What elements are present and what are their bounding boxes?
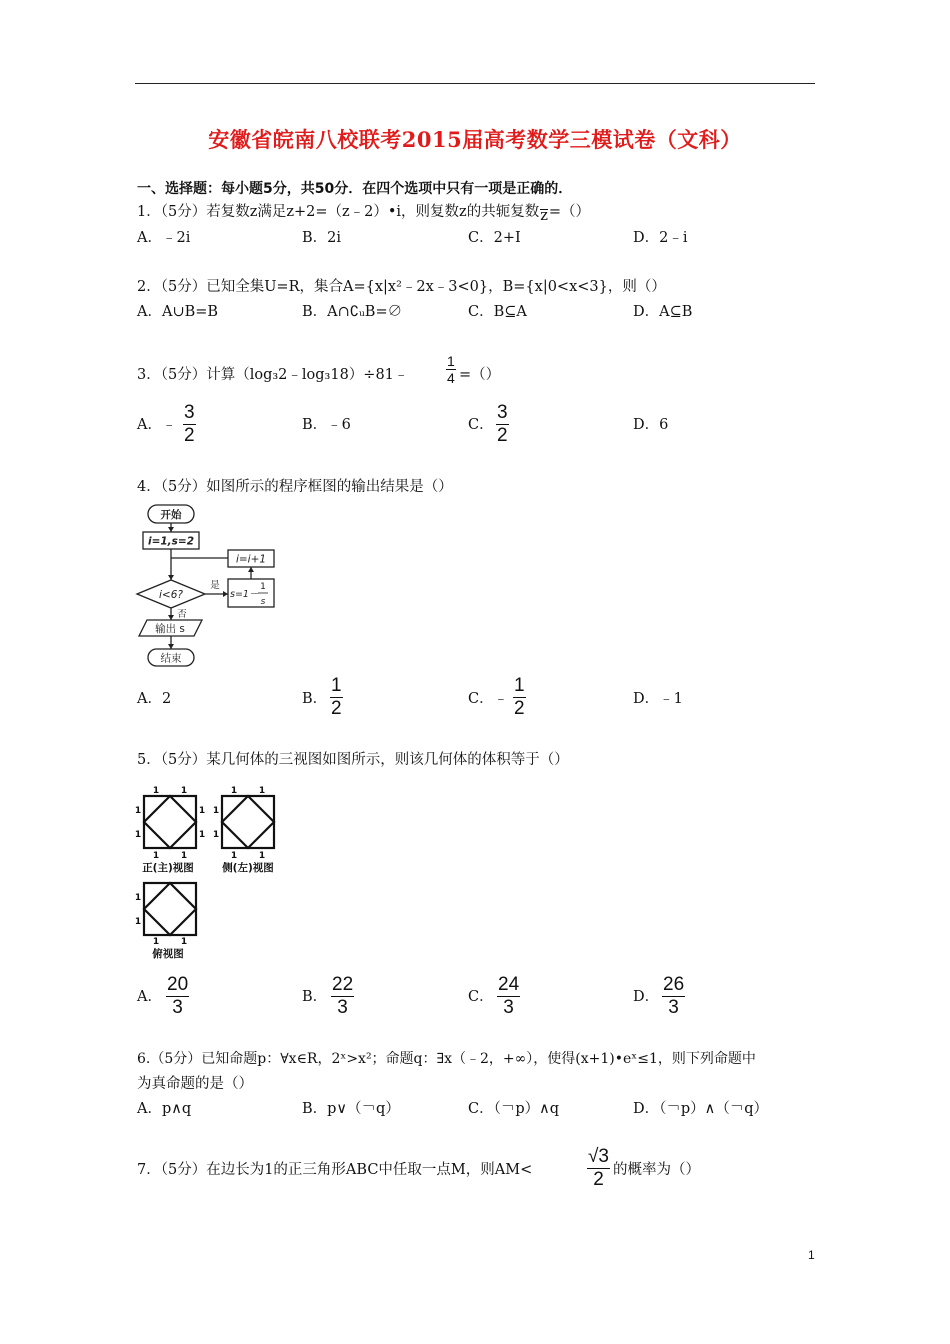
q3-option-d[interactable]: D．6 — [633, 417, 669, 433]
front-view-caption: 正(主)视图 — [142, 862, 194, 874]
q5-option-c-label[interactable]: C． — [468, 989, 494, 1005]
q7-stem-end: 的概率为（） — [613, 1162, 700, 1178]
top-view-square — [144, 883, 196, 935]
q4-option-b-label[interactable]: B． — [302, 691, 328, 707]
q1-option-b[interactable]: B．2i — [302, 230, 342, 246]
q4-stem: 4．（5分）如图所示的程序框图的输出结果是（） — [137, 479, 453, 495]
q2-option-b[interactable]: B．A∩∁ᵤB=∅ — [302, 304, 403, 320]
top-view-caption: 俯视图 — [152, 948, 184, 960]
q5-option-a-label[interactable]: A． — [137, 989, 162, 1005]
q4-option-d[interactable]: D．﹣1 — [633, 691, 683, 707]
flow-start-text: 开始 — [160, 509, 182, 521]
q5-option-c-fraction: $\frac{24}{3}$ — [498, 974, 520, 1018]
dim-label: 1 — [134, 893, 142, 903]
q6-option-a[interactable]: A．p∧q — [137, 1101, 192, 1117]
q5-option-b-label[interactable]: B． — [302, 989, 328, 1005]
flow-output-text: 输出 s — [155, 623, 185, 635]
q6-stem-line2: 为真命题的是（） — [137, 1076, 253, 1092]
header-rule — [135, 83, 815, 84]
q2-option-d[interactable]: D．A⊆B — [633, 304, 693, 320]
q7-stem: 7．（5分）在边长为1的正三角形ABC中任取一点M，则AM< — [137, 1162, 533, 1178]
dim-label: 1 — [152, 937, 160, 947]
q4-option-b-fraction: $\frac{1}{2}$ — [331, 675, 342, 719]
dim-label: 1 — [212, 830, 220, 840]
flow-yes-label: 是 — [210, 580, 220, 591]
side-view-diamond — [222, 796, 274, 848]
front-view-square — [144, 796, 196, 848]
flow-condition-text: i<6? — [159, 589, 183, 601]
q6-option-d[interactable]: D．（￢p）∧（￢q） — [633, 1101, 769, 1117]
dim-label: 1 — [134, 806, 142, 816]
side-view-square — [222, 796, 274, 848]
q2-option-c[interactable]: C．B⊆A — [468, 304, 527, 320]
q1-stem: 1．（5分）若复数z满足z+2=（z﹣2）•i，则复数z的共轭复数z=（） — [137, 204, 590, 224]
top-view-diamond — [144, 883, 196, 935]
dim-label: 1 — [134, 917, 142, 927]
q3-option-a-fraction: $\frac{3}{2}$ — [184, 402, 195, 446]
dim-label: 1 — [180, 937, 188, 947]
dim-label: 1 — [258, 851, 266, 861]
dim-label: 1 — [152, 851, 160, 861]
section-heading: 一、选择题：每小题5分，共50分．在四个选项中只有一项是正确的． — [137, 181, 573, 197]
three-views — [132, 783, 292, 963]
q3-option-c-label[interactable]: C． — [468, 417, 494, 433]
dim-label: 1 — [198, 830, 206, 840]
q6-option-b[interactable]: B．p∨（￢q） — [302, 1101, 400, 1117]
q5-stem: 5．（5分）某几何体的三视图如图所示，则该几何体的体积等于（） — [137, 752, 569, 768]
dim-label: 1 — [230, 786, 238, 796]
q5-option-a-fraction: $\frac{20}{3}$ — [167, 974, 189, 1018]
flow-assign-den: s — [260, 597, 266, 607]
q6-stem-line1: 6.（5分）已知命题p：∀x∈R，2ˣ>x²；命题q：∃x（﹣2，+∞），使得(x+1)•eˣ≤1，则下列命题中 — [137, 1051, 756, 1067]
q1-option-d[interactable]: D．2﹣i — [633, 230, 688, 246]
q4-option-c-label[interactable]: C．﹣ — [468, 691, 509, 707]
conjugate-z: z — [540, 208, 548, 224]
page-number: 1 — [808, 1248, 815, 1262]
q2-stem: 2．（5分）已知全集U=R，集合A={x|x²﹣2x﹣3<0}，B={x|0<x<3}，则（） — [137, 279, 666, 295]
q3-option-b[interactable]: B．﹣6 — [302, 417, 351, 433]
q6-option-c[interactable]: C．（￢p）∧q — [468, 1101, 560, 1117]
q5-option-d-label[interactable]: D． — [633, 989, 660, 1005]
side-view-caption: 侧(左)视图 — [222, 862, 274, 874]
flow-end-text: 结束 — [160, 652, 182, 665]
flow-init-text: i=1,s=2 — [147, 535, 195, 548]
dim-label: 1 — [180, 851, 188, 861]
flowchart — [132, 500, 282, 672]
q5-option-d-fraction: $\frac{26}{3}$ — [663, 974, 685, 1018]
dim-label: 1 — [212, 806, 220, 816]
q3-stem: 3．（5分）计算（log₃2﹣log₃18）÷81﹣ — [137, 367, 409, 383]
flow-no-label: 否 — [177, 609, 187, 620]
dim-label: 1 — [134, 830, 142, 840]
dim-label: 1 — [180, 786, 188, 796]
dim-label: 1 — [198, 806, 206, 816]
page-title: 安徽省皖南八校联考2015届高考数学三模试卷（文科） — [208, 127, 742, 152]
q3-option-a-label[interactable]: A．﹣ — [137, 417, 177, 433]
q3-exponent-fraction: $\frac{1}{4}$ — [447, 353, 455, 386]
flow-assign-text: s=1－ — [230, 589, 259, 600]
dim-label: 1 — [258, 786, 266, 796]
q7-fraction: $\frac{√3}{2}$ — [588, 1146, 609, 1190]
dim-label: 1 — [152, 786, 160, 796]
dim-label: 1 — [230, 851, 238, 861]
q1-option-a[interactable]: A．﹣2i — [137, 230, 191, 246]
q4-option-c-fraction: $\frac{1}{2}$ — [514, 675, 525, 719]
q5-option-b-fraction: $\frac{22}{3}$ — [332, 974, 354, 1018]
q4-option-a[interactable]: A．2 — [137, 691, 172, 707]
front-view-diamond — [144, 796, 196, 848]
q3-option-c-fraction: $\frac{3}{2}$ — [497, 402, 508, 446]
q2-option-a[interactable]: A．A∪B=B — [137, 304, 219, 320]
q3-stem-end: =（） — [459, 367, 501, 383]
q1-option-c[interactable]: C．2+I — [468, 230, 521, 246]
flow-increment-text: i=i+1 — [235, 553, 267, 566]
flow-assign-num: 1 — [260, 582, 266, 592]
